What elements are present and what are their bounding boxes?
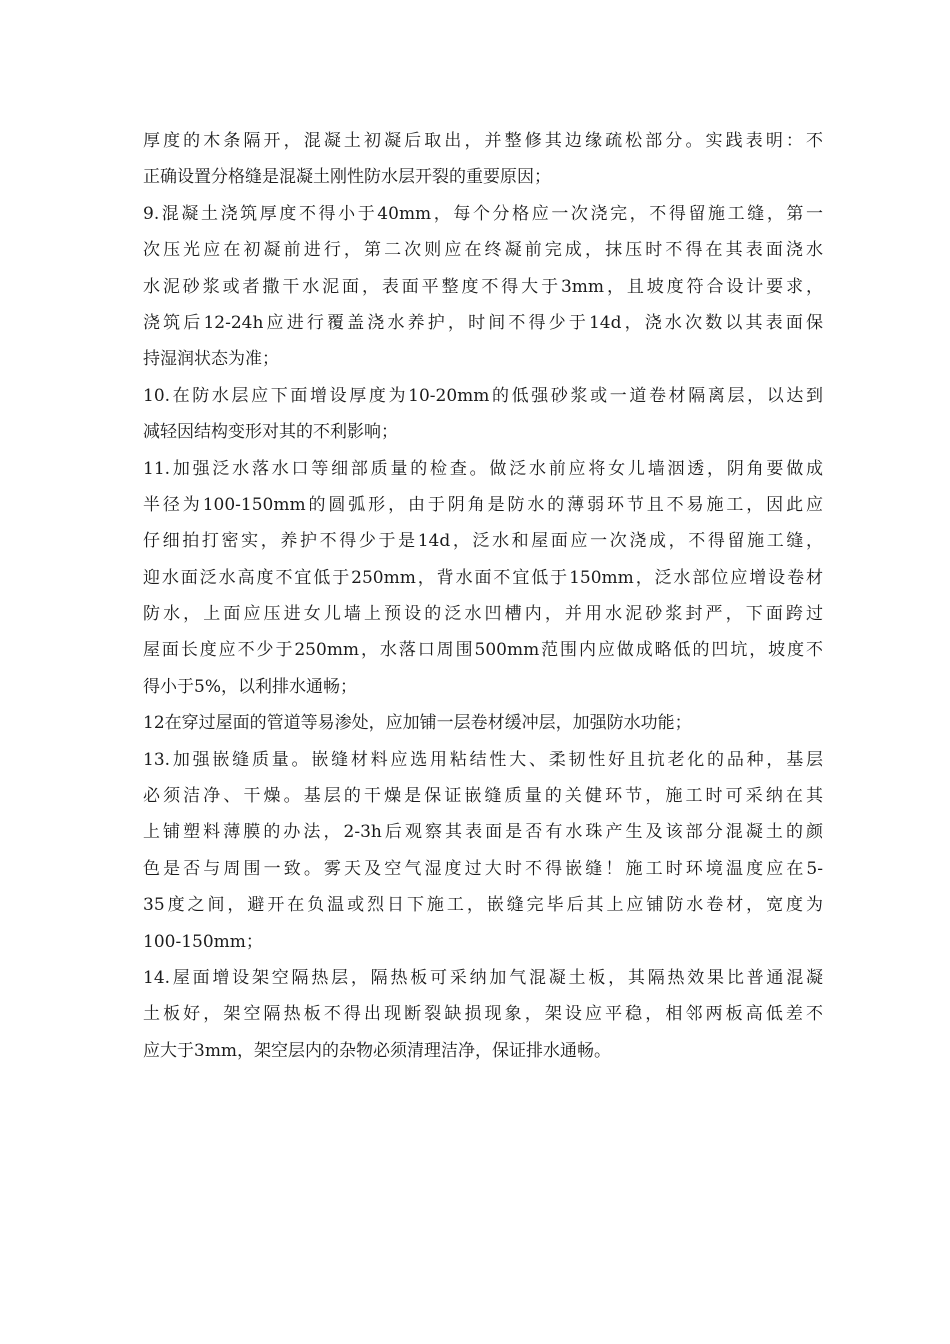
text-line: 9.混凝土浇筑厚度不得小于40mm，每个分格应一次浇完，不得留施工缝，第一 <box>143 203 823 224</box>
text-line: 半径为100-150mm的圆弧形，由于阴角是防水的薄弱环节且不易施工，因此应 <box>143 494 823 515</box>
text-line: 色是否与周围一致。雾天及空气湿度过大时不得嵌缝！施工时环境温度应在5- <box>143 858 823 879</box>
text-line: 14.屋面增设架空隔热层，隔热板可采纳加气混凝土板，其隔热效果比普通混凝 <box>143 967 823 988</box>
text-line: 仔细拍打密实，养护不得少于是14d，泛水和屋面应一次浇成，不得留施工缝， <box>143 531 823 552</box>
text-line: 100-150mm； <box>143 931 263 952</box>
text-line: 13.加强嵌缝质量。嵌缝材料应选用粘结性大、柔韧性好且抗老化的品种，基层 <box>143 749 823 770</box>
text-line: 11.加强泛水落水口等细部质量的检查。做泛水前应将女儿墙洇透，阴角要做成 <box>143 458 823 479</box>
text-line: 水泥砂浆或者撒干水泥面，表面平整度不得大于3mm，且坡度符合设计要求， <box>143 276 823 297</box>
text-line: 正确设置分格缝是混凝土刚性防水层开裂的重要原因； <box>143 167 551 188</box>
text-line: 应大于3mm，架空层内的杂物必须清理洁净，保证排水通畅。 <box>143 1040 612 1061</box>
text-line: 持湿润状态为准； <box>143 349 279 370</box>
document-body <box>143 123 823 1069</box>
text-line: 上铺塑料薄膜的办法，2-3h后观察其表面是否有水珠产生及该部分混凝土的颜 <box>143 822 823 843</box>
text-line: 防水，上面应压进女儿墙上预设的泛水凹槽内，并用水泥砂浆封严，下面跨过 <box>143 604 823 625</box>
text-line: 12在穿过屋面的管道等易渗处，应加铺一层卷材缓冲层，加强防水功能； <box>143 713 692 734</box>
text-line: 必须洁净、干燥。基层的干燥是保证嵌缝质量的关健环节，施工时可采纳在其 <box>143 786 823 807</box>
text-line: 厚度的木条隔开，混凝土初凝后取出，并整修其边缘疏松部分。实践表明：不 <box>143 131 823 151</box>
text-line: 浇筑后12-24h应进行覆盖浇水养护，时间不得少于14d，浇水次数以其表面保 <box>143 312 823 333</box>
text-line: 迎水面泛水高度不宜低于250mm，背水面不宜低于150mm，泛水部位应增设卷材 <box>143 567 823 588</box>
text-line: 减轻因结构变形对其的不利影响； <box>143 422 398 443</box>
text-line: 10.在防水层应下面增设厚度为10-20mm的低强砂浆或一道卷材隔离层，以达到 <box>143 385 823 406</box>
text-line: 35度之间，避开在负温或烈日下施工，嵌缝完毕后其上应铺防水卷材，宽度为 <box>143 895 823 916</box>
text-line: 屋面长度应不少于250mm，水落口周围500mm范围内应做成略低的凹坑，坡度不 <box>143 640 823 661</box>
text-line: 土板好，架空隔热板不得出现断裂缺损现象，架设应平稳，相邻两板高低差不 <box>143 1004 823 1025</box>
text-line: 次压光应在初凝前进行，第二次则应在终凝前完成，抹压时不得在其表面浇水 <box>143 240 823 261</box>
text-line: 得小于5%，以利排水通畅； <box>143 676 357 697</box>
